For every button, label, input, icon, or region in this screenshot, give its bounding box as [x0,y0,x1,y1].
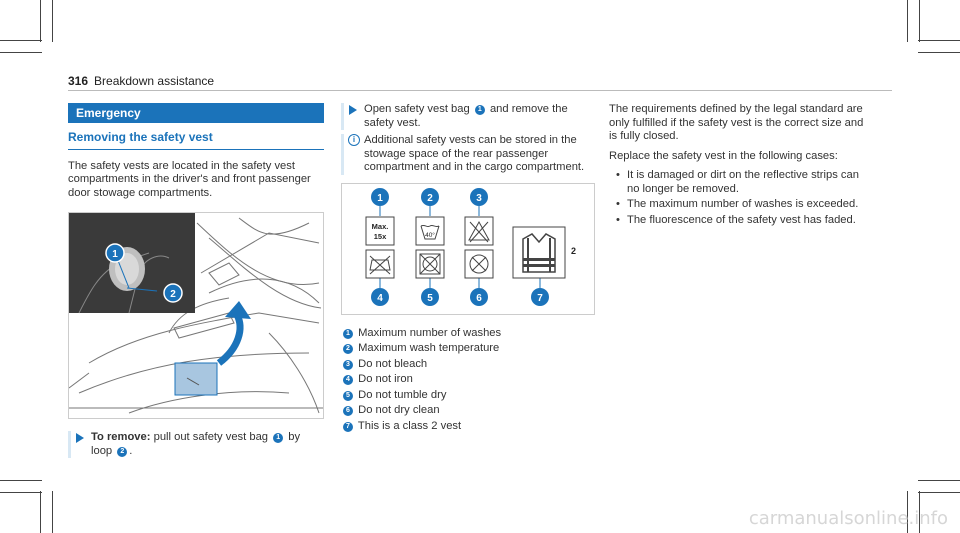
care-callout-5: 5 [427,292,433,304]
care-callout-1: 1 [377,192,383,204]
care-callout-4: 4 [377,292,383,304]
crop-mark [0,480,42,481]
section-title: Emergency [68,103,324,123]
open-step-text-b: and remove the safety vest. [364,103,568,129]
open-step [341,103,595,130]
step-label: To remove: [91,431,151,443]
left-column [68,103,324,458]
list-item: • The fluorescence of the safety vest has faded. [609,214,865,228]
svg-text:2: 2 [170,289,176,300]
svg-text:1: 1 [112,249,118,260]
subheading: Removing the safety vest [68,131,324,150]
page-number: 316 [68,74,89,88]
info-icon: i [348,134,360,146]
crop-mark [52,0,53,42]
legend-callout: 4 [343,375,353,385]
legend-text: Maximum wash temperature [358,342,500,354]
legend-callout: 2 [343,344,353,354]
step-text-a: pull out safety vest bag [153,431,269,443]
open-step-text-a: Open safety vest bag [364,103,470,115]
care-callout-6: 6 [476,292,482,304]
info-note [341,134,595,175]
callout-1: 1 [475,105,485,115]
door-drawing [69,213,323,418]
step-text-b: by loop [91,431,301,457]
crop-mark [40,491,41,533]
legend-callout: 7 [343,422,353,432]
section-name: Breakdown assistance [94,74,215,88]
info-text: Additional safety vests can be stored in the stowage space of the rear passenger compartment and in the cargo compartment. [364,134,585,173]
step-arrow-icon [349,105,357,115]
legend-text: Do not bleach [358,357,428,370]
crop-mark [918,492,960,493]
page-header [68,74,214,88]
remove-step: To remove: pull out safety vest bag 1 by loop 2 . [68,431,324,458]
legend-item [341,342,595,356]
legend-text: This is a class 2 vest [357,419,462,432]
crop-mark [0,40,42,41]
crop-mark [0,52,42,53]
care-symbols [342,184,594,314]
max-count: 15x [373,231,387,241]
intro-text: The safety vests are located in the safety vest compartments in the driver's and front passenger door stowage compartments. [68,159,311,199]
legend-callout: 3 [343,360,353,370]
list-item: • It is damaged or dirt on the reflective strips can no longer be removed. [609,169,865,196]
door-illustration [68,212,324,419]
middle-column [341,103,595,435]
max-label: Max. [371,221,389,231]
requirements-text: The requirements defined by the legal standard are only fulfilled if the safety vest is the correct size and is fully closed. [609,103,864,142]
legend-item [341,420,595,434]
care-callout-7: 7 [537,292,543,304]
legend-callout: 1 [343,329,353,339]
legend-item [341,389,595,403]
legend-callout: 5 [343,391,353,401]
callout-1: 1 [273,433,283,443]
wash-temp: 40° [425,231,435,239]
legend-callout: 6 [343,406,353,416]
right-column [609,103,865,231]
replace-cases [609,169,865,227]
crop-mark [919,0,920,42]
legend-text: Do not iron [358,373,413,385]
care-callout-3: 3 [476,192,482,204]
crop-mark [907,0,908,42]
legend-text: Maximum number of washes [358,326,502,339]
callout-2: 2 [117,447,127,457]
vest-class: 2 [571,245,577,256]
legend-item [341,404,595,418]
crop-mark [918,480,960,481]
crop-mark [40,0,41,42]
care-callout-2: 2 [427,192,433,204]
legend-item [341,358,595,372]
legend-text: Do not dry clean [358,404,440,416]
list-item: • The maximum number of washes is exceeded. [609,198,865,212]
crop-mark [918,52,960,53]
crop-mark [918,40,960,41]
header-rule [68,90,892,91]
legend-item [341,327,595,341]
replace-intro: Replace the safety vest in the following cases: [609,149,838,162]
crop-mark [52,491,53,533]
legend-item [341,373,595,387]
step-arrow-icon [76,433,84,443]
legend-text: Do not tumble dry [358,388,447,401]
crop-mark [0,492,42,493]
care-symbols-figure [341,183,595,315]
watermark: carmanualsonline.info [748,508,948,529]
symbol-legend [341,327,595,434]
